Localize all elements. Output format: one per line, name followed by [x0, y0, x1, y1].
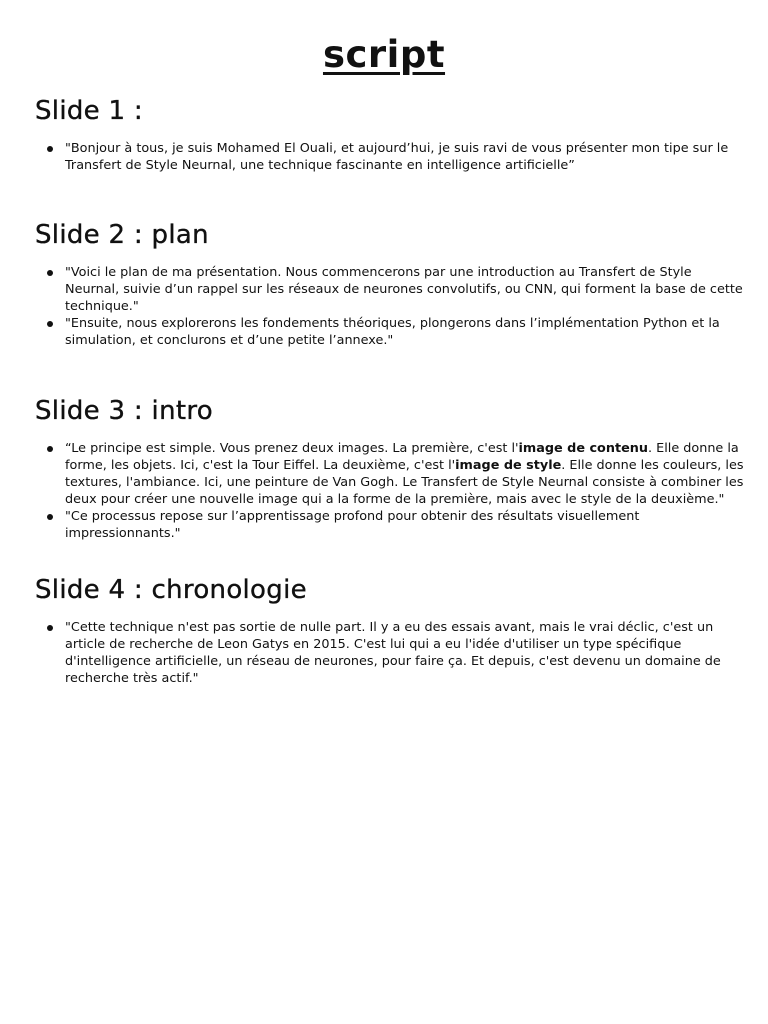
document-title — [0, 32, 768, 78]
bullet-dot-icon — [47, 625, 53, 631]
slide-4-bullet-list — [65, 619, 745, 687]
slide-4-bullet-1 — [65, 619, 745, 687]
slide-2-bullet-list — [65, 264, 745, 349]
slide-1-bullet-list — [65, 140, 745, 174]
bullet-text: "Voici le plan de ma présentation. Nous commencerons par une introduction au Transfert de Style Neurnal, suivie d’un rappel sur les réseaux de neurones convolutifs, ou CNN, qui forment la base de cette technique." — [65, 265, 743, 314]
slide-2-heading: Slide 2 : plan — [35, 220, 209, 250]
bullet-text: "Ce processus repose sur l’apprentissage profond pour obtenir des résultats visuellement impressionnants." — [65, 509, 640, 541]
slide-3-bullet-2 — [65, 508, 745, 542]
bullet-dot-icon — [47, 446, 53, 452]
bullet-text: "Ensuite, nous explorerons les fondements théoriques, plongerons dans l’implémentation Python et la simulation, et conclurons et d’une petite l’annexe." — [65, 316, 720, 348]
slide-1-heading: Slide 1 : — [35, 96, 143, 126]
bullet-emphasis-content-image: image de contenu — [518, 441, 648, 456]
document-title-text: script — [322, 33, 446, 76]
bullet-emphasis-style-image: image de style — [455, 458, 562, 473]
bullet-text: "Bonjour à tous, je suis Mohamed El Ouali, et aujourd’hui, je suis ravi de vous présenter mon tipe sur le Transfert de Style Neurnal, une technique fascinante en intelligence artificielle” — [65, 141, 729, 173]
slide-3-bullet-1 — [65, 440, 745, 508]
bullet-dot-icon — [47, 514, 53, 520]
bullet-text: “Le principe est simple. Vous prenez deux images. La première, c'est l' — [65, 441, 519, 456]
bullet-text: "Cette technique n'est pas sortie de nulle part. Il y a eu des essais avant, mais le vrai déclic, c'est un article de recherche de Leon Gatys en 2015. C'est lui qui a eu l'idée d'utiliser un type spécifique d'intelligence artificielle, un réseau de neurones, pour faire ça. Et depuis, c'est devenu un domaine de recherche très actif." — [65, 620, 721, 686]
bullet-dot-icon — [47, 321, 53, 327]
slide-4-heading: Slide 4 : chronologie — [35, 575, 307, 605]
bullet-text: . Elle donne la forme, les objets. Ici, c'est la Tour Eiffel. La deuxième, c'est l' — [65, 441, 739, 473]
bullet-dot-icon — [47, 270, 53, 276]
slide-3-bullet-list — [65, 440, 745, 542]
slide-2-bullet-2 — [65, 315, 745, 349]
bullet-dot-icon — [47, 146, 53, 152]
slide-1-bullet-1 — [65, 140, 745, 174]
slide-2-bullet-1 — [65, 264, 745, 315]
bullet-text: . Elle donne les couleurs, les textures, l'ambiance. Ici, une peinture de Van Gogh. Le Transfert de Style Neurnal consiste à combiner les deux pour créer une nouvelle image qui a la forme de la première, mais avec le style de la deuxième." — [65, 458, 744, 507]
slide-3-heading: Slide 3 : intro — [35, 396, 213, 426]
